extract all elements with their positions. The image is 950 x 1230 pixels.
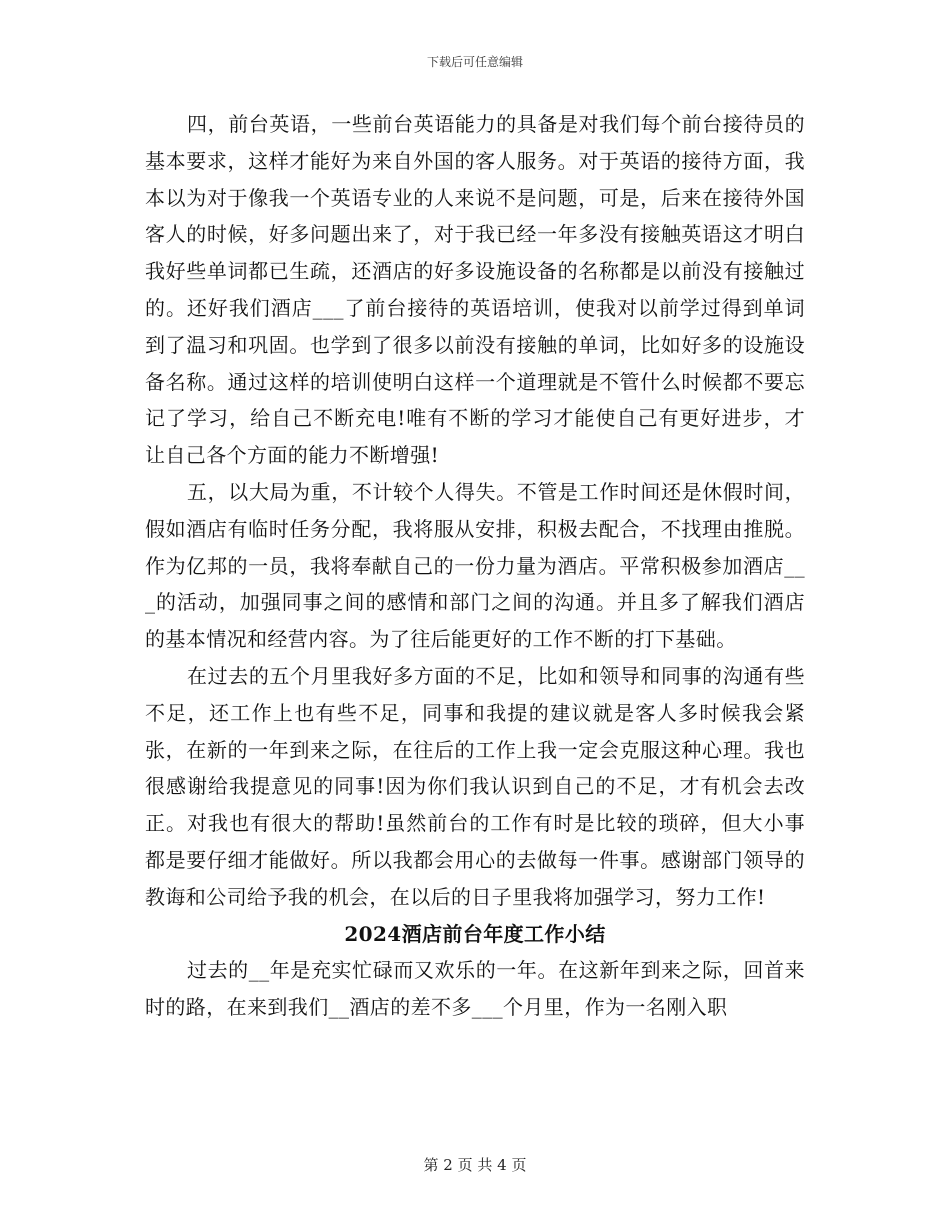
paragraph-shortcomings: 在过去的五个月里我好多方面的不足，比如和领导和同事的沟通有些不足，还工作上也有些不足，同事和我提的建议就是客人多时候我会紧张，在新的一年到来之际，在往后的工作上我一定会克服这种心理。我也很感谢给我提意见的同事!因为你们我认识到自己的不足，才有机会去改正。对我也有很大的帮助!虽然前台的工作有时是比较的琐碎，但大小事都是要仔细才能做好。所以我都会用心的去做每一件事。感谢部门领导的教诲和公司给予我的机会，在以后的日子里我将加强学习，努力工作!	[145, 663, 805, 909]
page-header-note: 下载后可任意编辑	[426, 55, 523, 69]
paragraph-year-summary-intro: 过去的__年是充实忙碌而又欢乐的一年。在这新年到来之际，回首来时的路，在来到我们__酒店的差不多___个月里，作为一名刚入职	[145, 958, 805, 1020]
page-number: 第 2 页 共 4 页	[423, 1156, 527, 1174]
paragraph-front-desk-english: 四，前台英语，一些前台英语能力的具备是对我们每个前台接待员的基本要求，这样才能好为来自外国的客人服务。对于英语的接待方面，我本以为对于像我一个英语专业的人来说不是问题，可是，后来在接待外国客人的时候，好多问题出来了，对于我已经一年多没有接触英语这才明白我好些单词都已生疏，还酒店的好多设施设备的名称都是以前没有接触过的。还好我们酒店___了前台接待的英语培训，使我对以前学过得到单词到了温习和巩固。也学到了很多以前没有接触的单词，比如好多的设施设备名称。通过这样的培训使明白这样一个道理就是不管什么时候都不要忘记了学习，给自己不断充电!唯有不断的学习才能使自己有更好进步，才让自己各个方面的能力不断增强!	[145, 112, 805, 468]
paragraph-overall-interest: 五，以大局为重，不计较个人得失。不管是工作时间还是休假时间，假如酒店有临时任务分配，我将服从安排，积极去配合，不找理由推脱。作为亿邦的一员，我将奉献自己的一份力量为酒店。平常积极参加酒店___的活动，加强同事之间的感情和部门之间的沟通。并且多了解我们酒店的基本情况和经营内容。为了往后能更好的工作不断的打下基础。	[145, 479, 805, 652]
document-body	[145, 106, 805, 1026]
section-title: 2024酒店前台年度工作小结	[344, 921, 606, 946]
